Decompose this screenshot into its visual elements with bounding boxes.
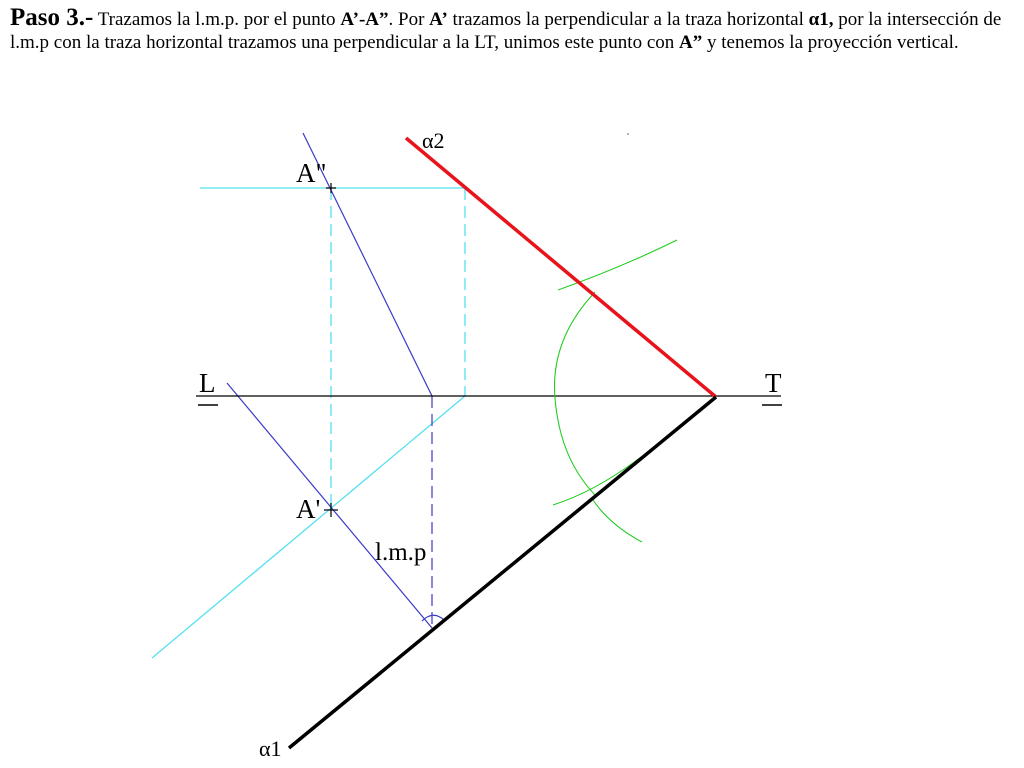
a-double-label: A" [296,158,327,188]
alpha1-horizontal-trace [289,397,716,748]
caption-point-a-double: A” [679,32,703,53]
caption-text-2: . Por [388,9,430,30]
alpha2-vertical-trace [406,138,716,397]
caption-text-4: por la intersección de l.m.p con la traza horizontal trazamos una perpendicular a la LT, unimos este punto con [10,9,1002,53]
t-label: T [765,368,782,398]
l-label: L [199,368,216,398]
step-title: Paso 3.- [10,4,94,31]
ground-line-group [196,396,782,405]
caption-text-1: Trazamos la l.m.p. por el punto [93,9,341,30]
lower-compass-arc [553,450,650,505]
compass-arcs [553,240,677,542]
alpha2-label: α2 [422,128,445,153]
plane-traces [289,138,716,748]
caption-point-a-prime: A’ [429,9,448,30]
caption-text-3: trazamos la perpendicular a la traza horizontal [447,9,809,30]
tick-arc-lower [593,500,642,542]
upper-compass-arc [558,240,677,290]
caption-text-5: y tenemos la proyección vertical. [702,32,959,53]
caption-point-projections: A’-A” [340,9,389,30]
lmp-label: l.m.p [375,539,427,566]
large-compass-arc [555,292,598,497]
caption-alpha1: α1, [808,9,834,30]
horizontal-projection-line [152,396,465,658]
a-prime-label: A' [296,494,321,524]
construction-lines [152,188,466,658]
stray-dot [627,133,629,135]
lmp-horizontal-projection [227,383,432,628]
alpha1-label: α1 [259,736,282,761]
